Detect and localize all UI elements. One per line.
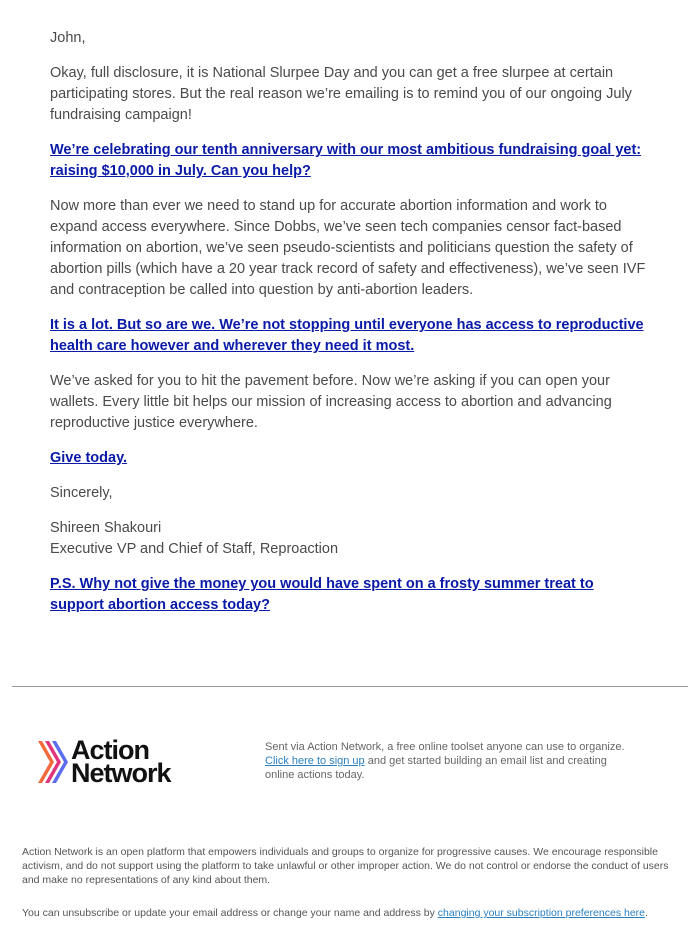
sent-via-text-2: and get started building an email list and creating online actions today. (265, 755, 607, 781)
footer-disclaimer: Action Network is an open platform that empowers individuals and groups to organize for progressive causes. We encourage responsible activism, and do not support using the platform to take unlawful or other improper action. We do not control or endorse the conduct of users and make no representations of any kind about them. (22, 846, 669, 886)
signer-title: Executive VP and Chief of Staff, Reproaction (50, 541, 339, 557)
logo-wordmark (71, 735, 171, 788)
footer-unsubscribe (22, 906, 682, 920)
action-network-logo[interactable] (38, 736, 198, 788)
action-network-chevron-icon (38, 739, 68, 785)
ps-paragraph (50, 574, 650, 616)
unsubscribe-period: . (645, 907, 648, 919)
unsubscribe-text: You can unsubscribe or update your email address or change your name and address by (22, 907, 438, 919)
footer-sent-via (265, 740, 635, 782)
greeting: John, (50, 30, 86, 46)
logo-line-action: Action (71, 735, 149, 765)
signer-name: Shireen Shakouri (50, 520, 162, 536)
body-paragraph: Now more than ever we need to stand up for accurate abortion information and work to expand access everywhere. Since Dobbs, we’ve seen tech companies censor fact-based information on abortion, we’ve seen pseudo-scientists and politicians question the safety of abortion pills (which have a 20 year track record of safety and effectiveness), we’ve seen IVF and contraception be called into question by anti-abortion leaders. (50, 198, 646, 298)
not-stopping-link[interactable]: It is a lot. But so are we. We’re not stopping until everyone has access to reproductive health care however and wherever they need it most. (50, 317, 644, 354)
logo-line-network: Network (71, 758, 171, 788)
fundraising-goal-link[interactable]: We’re celebrating our tenth anniversary with our most ambitious fundraising goal yet: raising $10,000 in July. Can you help? (50, 142, 642, 179)
subscription-preferences-link[interactable]: changing your subscription preferences here (437, 907, 646, 919)
give-today-link[interactable]: Give today. (50, 450, 128, 466)
cta-paragraph-3 (50, 448, 650, 469)
ps-donate-link[interactable]: P.S. Why not give the money you would have spent on a frosty summer treat to support abortion access today? (50, 576, 594, 613)
cta-paragraph-1 (50, 140, 650, 182)
signature (50, 518, 650, 560)
footer-divider (12, 686, 688, 687)
sign-up-link[interactable]: Click here to sign up (265, 755, 365, 767)
closing: Sincerely, (50, 485, 113, 501)
cta-paragraph-2 (50, 315, 650, 357)
intro-paragraph: Okay, full disclosure, it is National Slurpee Day and you can get a free slurpee at certain participating stores. But the real reason we’re emailing is to remind you of our ongoing July fundraising campaign! (50, 65, 632, 123)
ask-paragraph: We’ve asked for you to hit the pavement before. Now we’re asking if you can open your wallets. Every little bit helps our mission of increasing access to abortion and advancing reproductive justice everywhere. (50, 373, 612, 431)
sent-via-text: Sent via Action Network, a free online toolset anyone can use to organize. (265, 741, 625, 753)
email-body (50, 28, 650, 630)
